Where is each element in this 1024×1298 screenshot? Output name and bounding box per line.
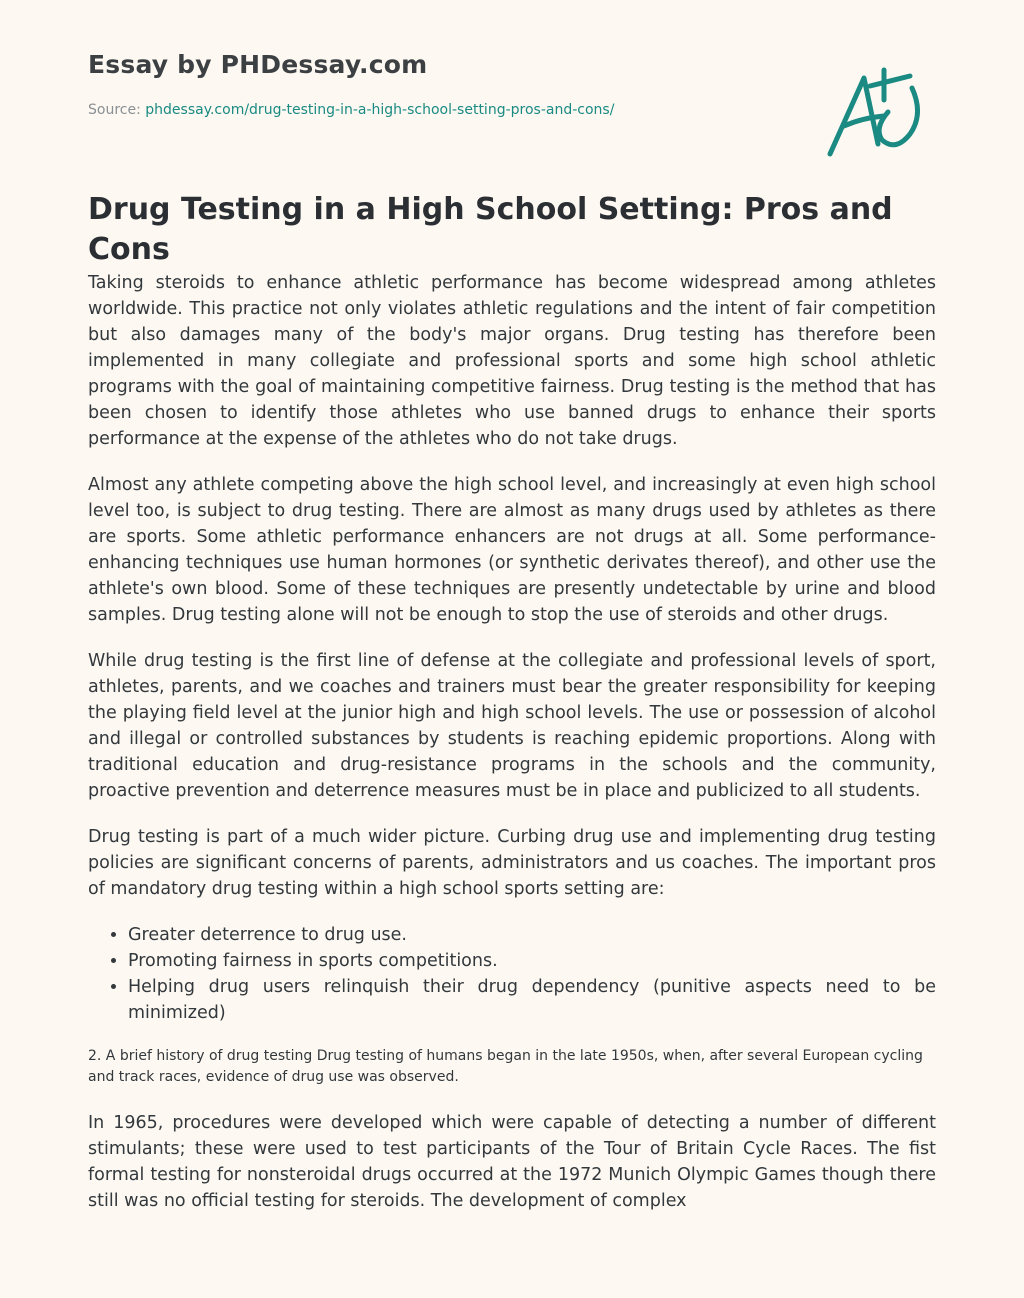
list-item: • Promoting fairness in sports competitions. [128,948,936,974]
site-brand: Essay by PHDessay.com [88,50,428,79]
pros-list [88,922,936,1026]
paragraph: In 1965, procedures were developed which were capable of detecting a number of different stimulants; these were used to test participants of the Tour of Britain Cycle Races. The fist formal testing for nonsteroidal drugs occurred at the 1972 Munich Olympic Games though there still was no official testing for steroids. The development of complex [88,1113,936,1211]
list-item: • Helping drug users relinquish their drug dependency (punitive aspects need to be minimized) [128,974,936,1026]
paragraph: Almost any athlete competing above the high school level, and increasingly at even high school level too, is subject to drug testing. There are almost as many drugs used by athletes as there are sports. Some athletic performance enhancers are not drugs at all. Some performance-enhancing techniques use human hormones (or synthetic derivates thereof), and other use the athlete's own blood. Some of these techniques are presently undetectable by urine and blood samples. Drug testing alone will not be enough to stop the use of steroids and other drugs. [88,475,936,625]
source-label: Source: [88,102,146,118]
list-item: • Greater deterrence to drug use. [128,922,936,948]
source-line [88,102,614,118]
page-title: Drug Testing in a High School Setting: Pros and Cons [88,192,893,267]
paragraph: Drug testing is part of a much wider picture. Curbing drug use and implementing drug testing policies are significant concerns of parents, administrators and us coaches. The important pros of mandatory drug testing within a high school sports setting are: [88,827,936,899]
paragraph: While drug testing is the first line of defense at the collegiate and professional levels of sport, athletes, parents, and we coaches and trainers must bear the greater responsibility for keeping the playing field level at the junior high and high school levels. The use or possession of alcohol and illegal or controlled substances by students is reaching epidemic proportions. Along with traditional education and drug-resistance programs in the schools and the community, proactive prevention and deterrence measures must be in place and publicized to all students. [88,651,936,801]
history-note: 2. A brief history of drug testing Drug testing of humans began in the late 1950s, when, after several European cycling and track races, evidence of drug use was observed. [88,1048,923,1085]
article-body [88,270,936,1234]
source-link[interactable]: phdessay.com/drug-testing-in-a-high-school-setting-pros-and-cons/ [145,102,615,118]
paragraph: Taking steroids to enhance athletic performance has become widespread among athletes worldwide. This practice not only violates athletic regulations and the intent of fair competition but also damages many of the body's major organs. Drug testing has therefore been implemented in many collegiate and professional sports and some high school athletic programs with the goal of maintaining competitive fairness. Drug testing is the method that has been chosen to identify those athletes who use banned drugs to enhance their sports performance at the expense of the athletes who do not take drugs. [88,273,936,449]
a-plus-logo-icon [822,64,932,164]
